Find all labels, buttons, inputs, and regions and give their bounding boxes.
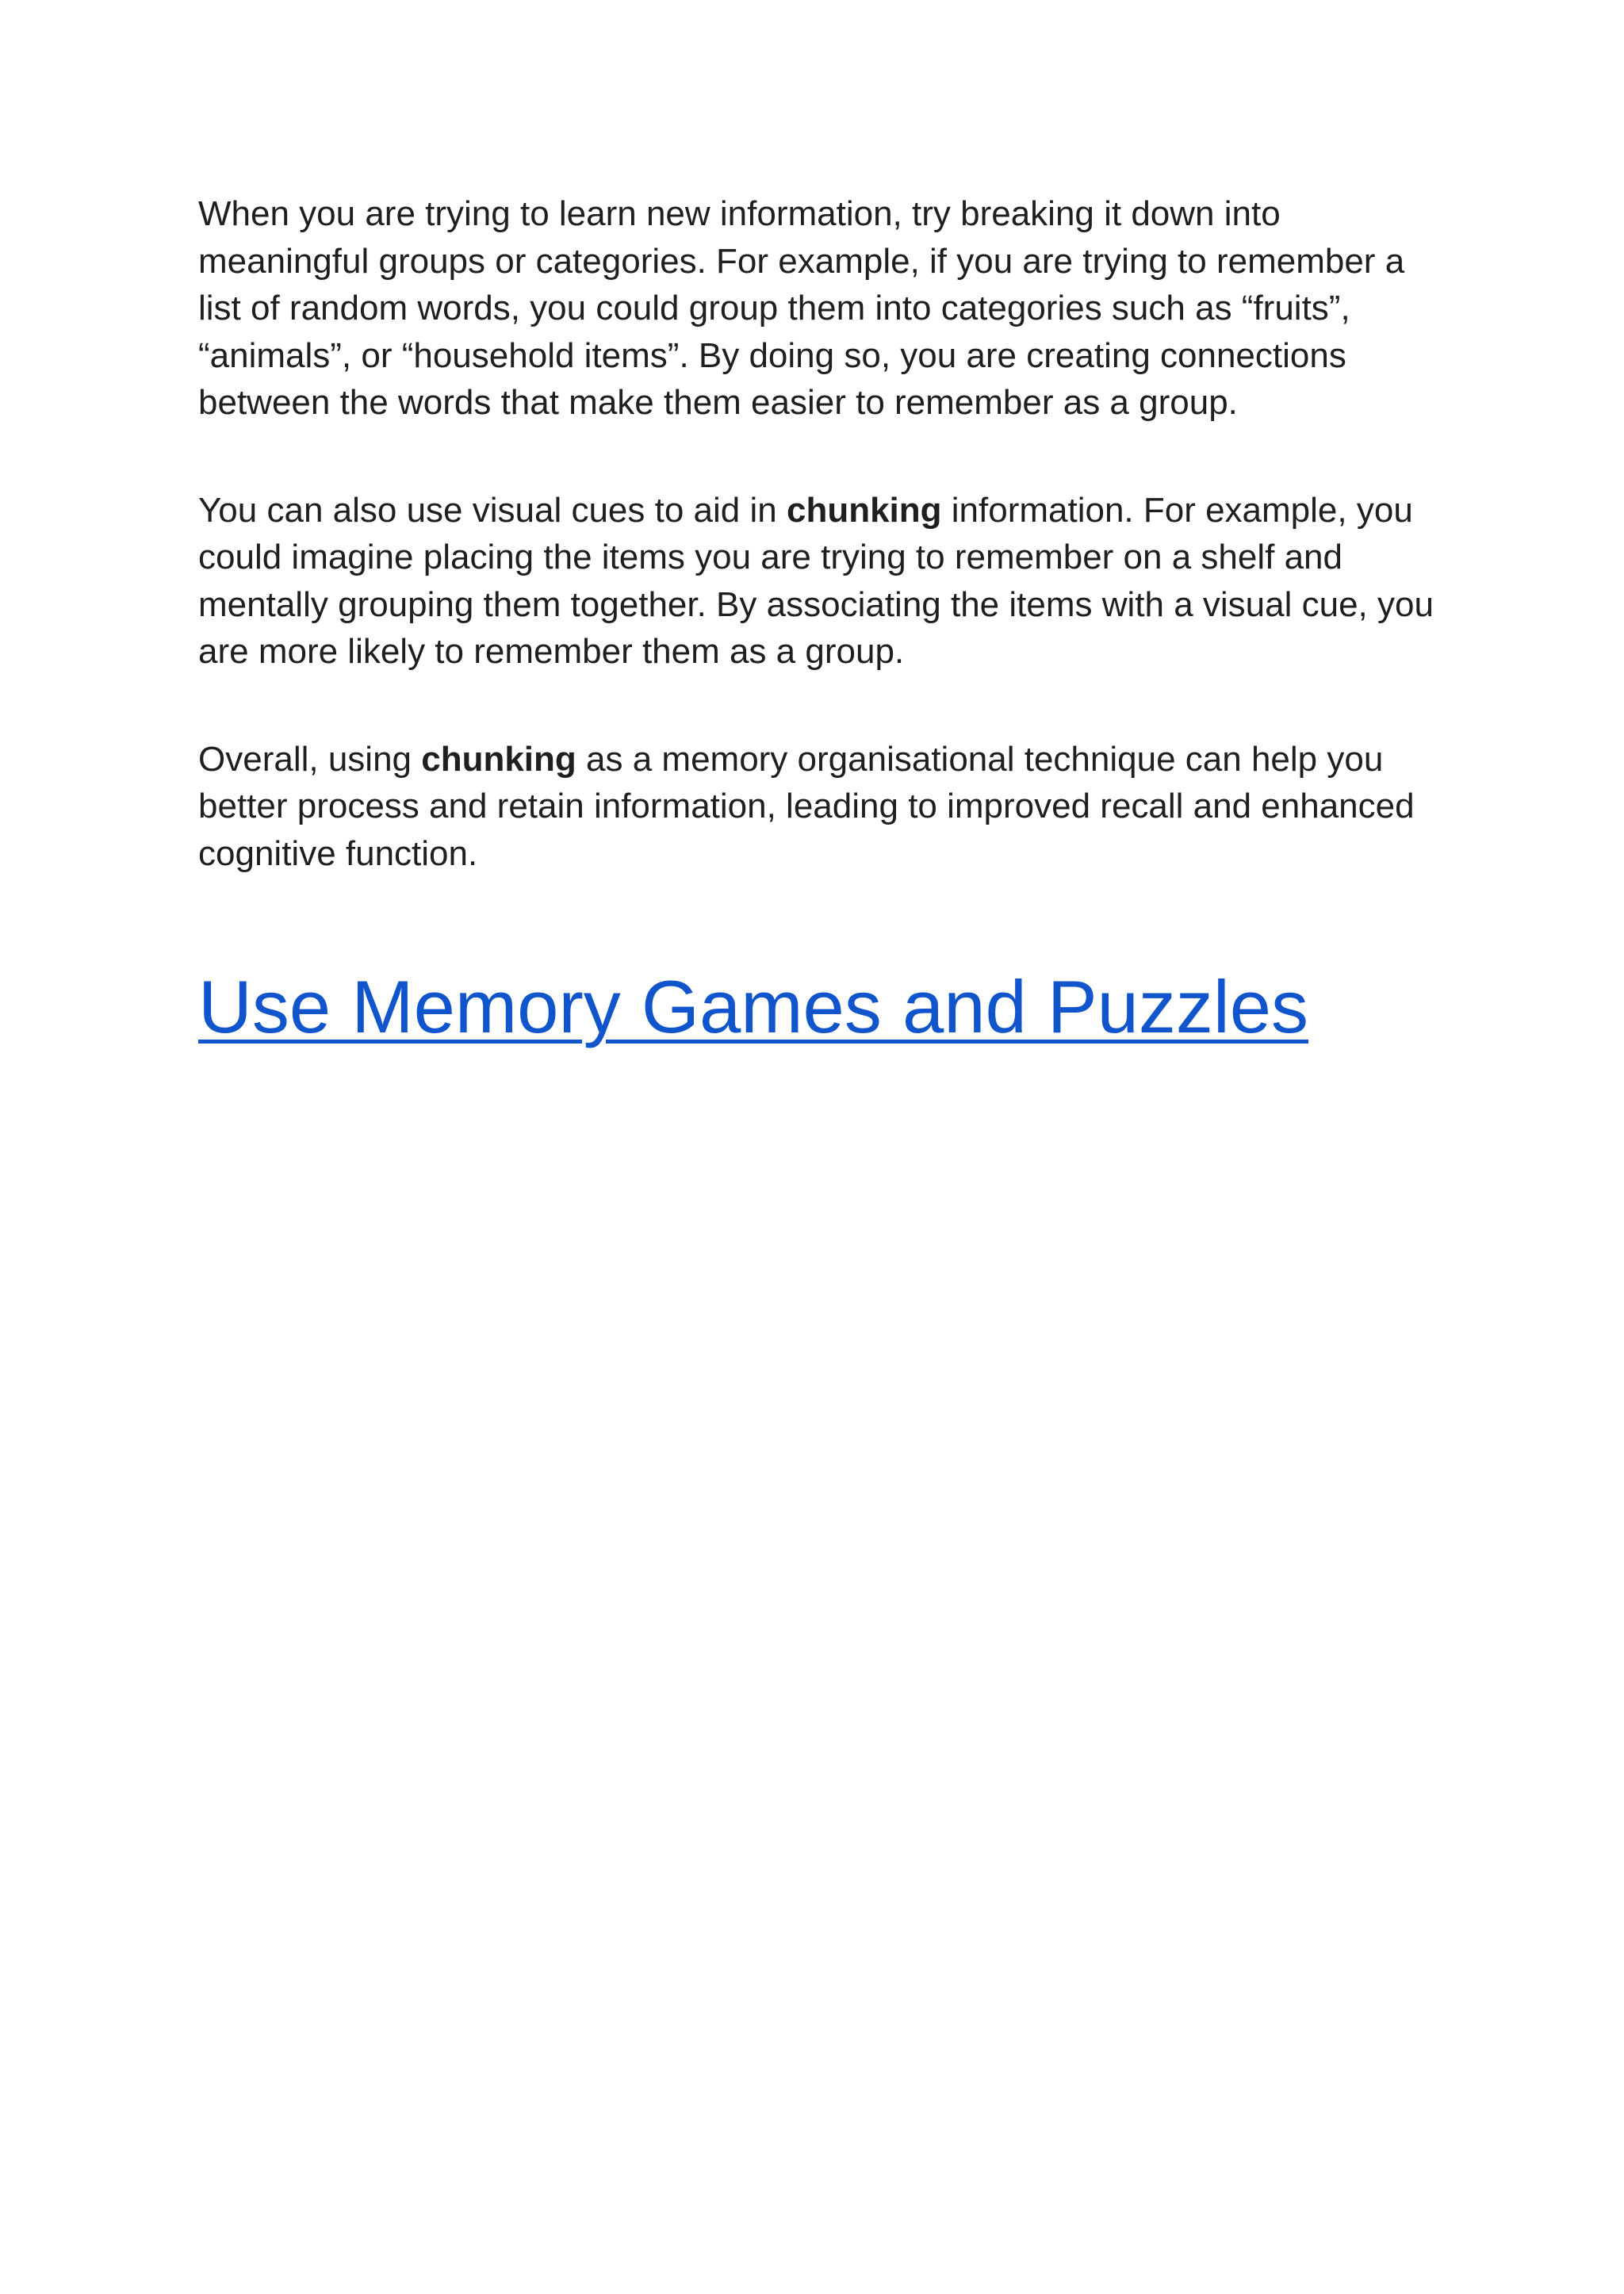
heading-link-memory-games[interactable]: Use Memory Games and Puzzles [198, 965, 1309, 1048]
paragraph-chunking-intro [198, 190, 1451, 427]
bold-term-chunking: chunking [421, 739, 576, 779]
document-body [198, 190, 1451, 1051]
paragraph-text-after: as a memory organisational technique can help you better process and retain information, leading to improved recall and enhanced cognitive function. [198, 739, 1415, 873]
paragraph-visual-cues [198, 487, 1451, 676]
paragraph-text-before: You can also use visual cues to aid in [198, 490, 787, 530]
bold-term-chunking: chunking [786, 490, 942, 530]
paragraph-text-before: Overall, using [198, 739, 422, 779]
paragraph-overall [198, 736, 1451, 878]
paragraph-text-after: information. For example, you could imagine placing the items you are trying to remember on a shelf and mentally grouping them together. By associating the items with a visual cue, you are more likely to remember them as a group. [198, 490, 1434, 671]
section-heading [198, 963, 1451, 1051]
paragraph-text: When you are trying to learn new information, try breaking it down into meaningful groups or categories. For example, if you are trying to remember a list of random words, you could group them into categories such as “fruits”, “animals”, or “household items”. By doing so, you are creating connections between the words that make them easier to remember as a group. [198, 194, 1405, 422]
